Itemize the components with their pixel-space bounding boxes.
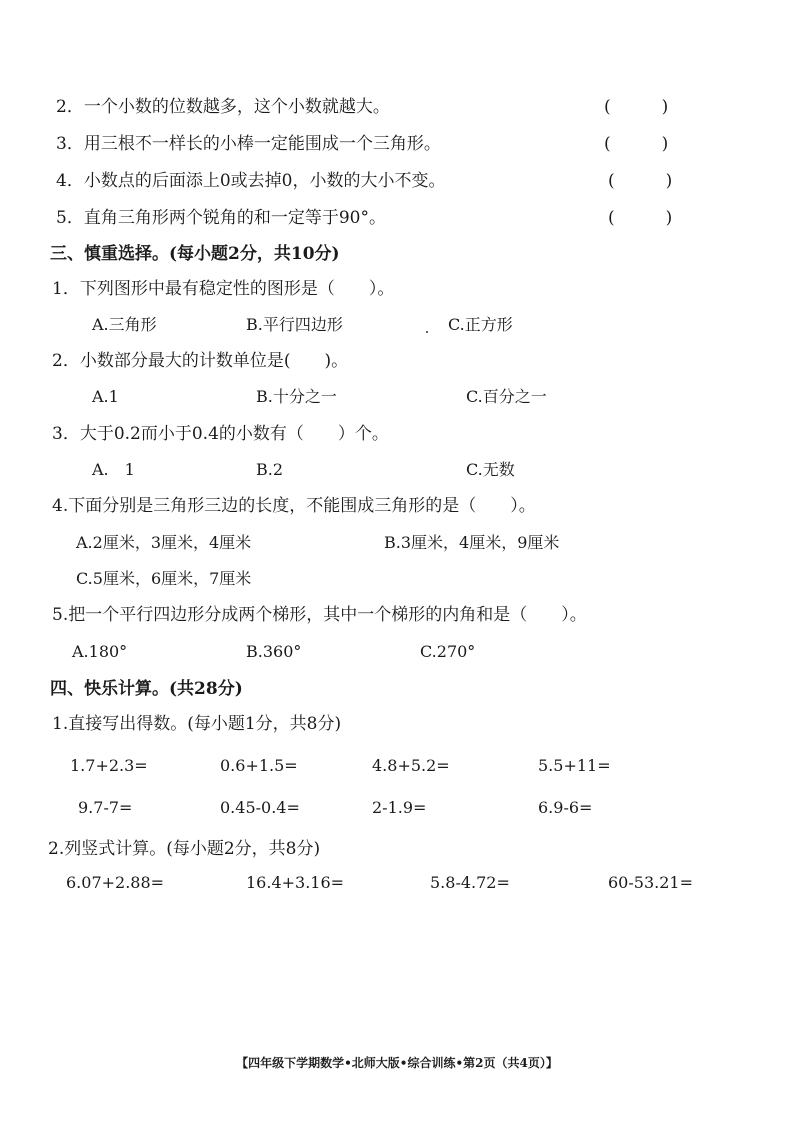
section4-heading: 四、快乐计算。(共28分): [50, 679, 243, 699]
question-1-option-b: B.平行四边形: [246, 315, 343, 334]
question-3-stem: 3．大于0.2而小于0.4的小数有（ ）个。: [52, 424, 389, 444]
ink-speck: [426, 331, 428, 333]
calc-item: 0.6+1.5=: [220, 756, 298, 775]
question-3-option-b: B.2: [256, 460, 284, 479]
calc-item: 4.8+5.2=: [372, 756, 450, 775]
question-4-option-c: C.5厘米，6厘米，7厘米: [76, 569, 252, 588]
section3-heading: 三、慎重选择。(每小题2分，共10分): [50, 244, 340, 264]
question-1-option-c: C.正方形: [448, 315, 513, 334]
calc-part2-title: 2.列竖式计算。(每小题2分，共8分): [48, 839, 321, 859]
judge-item-2: 2．一个小数的位数越多，这个小数就越大。: [56, 97, 390, 117]
question-2-option-c: C.百分之一: [466, 387, 547, 406]
calc-item: 1.7+2.3=: [70, 756, 148, 775]
question-2-option-b: B.十分之一: [256, 387, 337, 406]
calc-item: 6.9-6=: [538, 798, 593, 817]
question-5-option-a: A.180°: [72, 642, 128, 661]
question-3-option-a: A. 1: [92, 460, 135, 479]
judge-answer-5: ( ): [608, 208, 673, 228]
vertical-calc-item: 60-53.21=: [608, 873, 693, 892]
judge-item-3: 3．用三根不一样长的小棒一定能围成一个三角形。: [56, 134, 441, 154]
question-3-option-c: C.无数: [466, 460, 515, 479]
question-5-option-c: C.270°: [420, 642, 476, 661]
page-footer: 【四年级下学期数学•北师大版•综合训练•第2页（共4页）】: [236, 1056, 558, 1070]
question-4-stem: 4.下面分别是三角形三边的长度，不能围成三角形的是（ ）。: [52, 496, 536, 516]
calc-part1-title: 1.直接写出得数。(每小题1分，共8分): [52, 714, 342, 734]
question-4-option-b: B.3厘米，4厘米，9厘米: [384, 533, 560, 552]
calc-item: 2-1.9=: [372, 798, 427, 817]
question-2-stem: 2．小数部分最大的计数单位是( )。: [52, 351, 349, 371]
judge-item-4: 4．小数点的后面添上0或去掉0，小数的大小不变。: [56, 171, 446, 191]
judge-answer-2: ( ): [604, 97, 669, 117]
calc-item: 0.45-0.4=: [220, 798, 300, 817]
question-5-stem: 5.把一个平行四边形分成两个梯形，其中一个梯形的内角和是（ ）。: [52, 605, 587, 625]
calc-item: 9.7-7=: [78, 798, 133, 817]
judge-item-5: 5．直角三角形两个锐角的和一定等于90°。: [56, 208, 386, 228]
vertical-calc-item: 5.8-4.72=: [430, 873, 510, 892]
question-2-option-a: A.1: [92, 387, 119, 406]
calc-item: 5.5+11=: [538, 756, 611, 775]
judge-answer-4: ( ): [608, 171, 673, 191]
judge-answer-3: ( ): [604, 134, 669, 154]
question-1-option-a: A.三角形: [92, 315, 157, 334]
vertical-calc-item: 16.4+3.16=: [246, 873, 345, 892]
vertical-calc-item: 6.07+2.88=: [66, 873, 165, 892]
question-4-option-a: A.2厘米，3厘米，4厘米: [76, 533, 252, 552]
question-5-option-b: B.360°: [246, 642, 302, 661]
question-1-stem: 1．下列图形中最有稳定性的图形是（ ）。: [52, 279, 395, 299]
